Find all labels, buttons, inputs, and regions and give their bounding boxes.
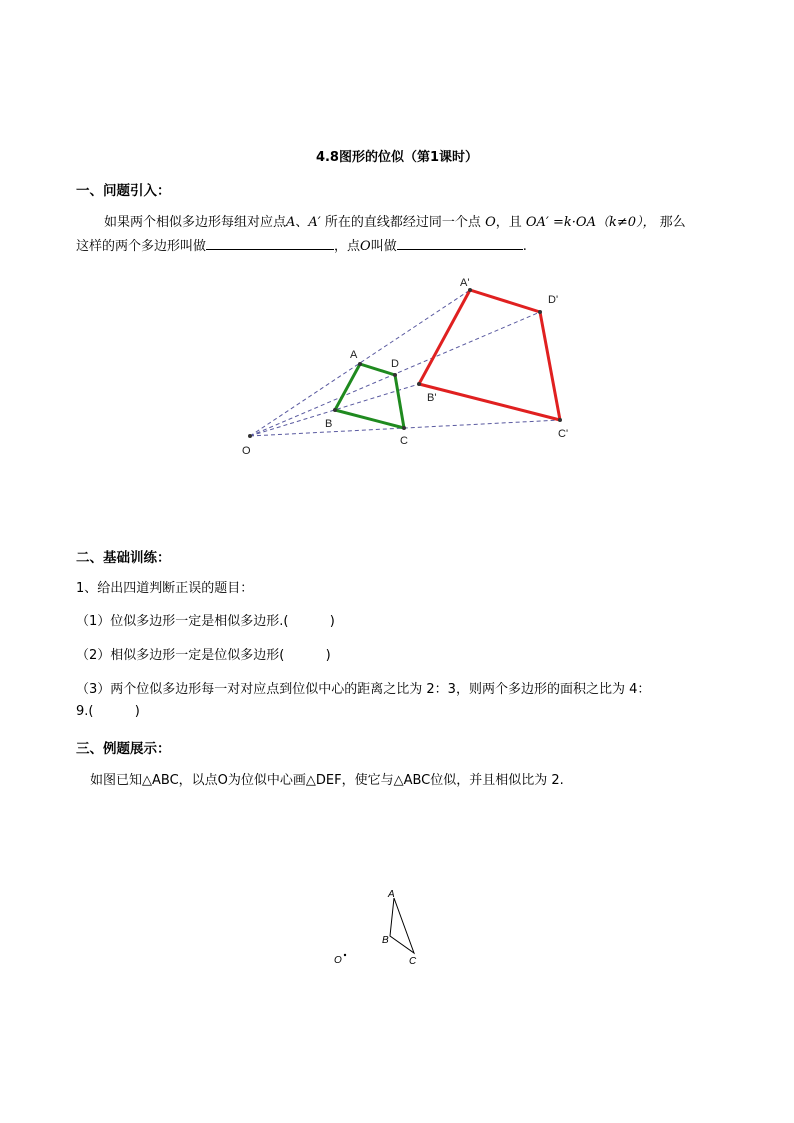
section3-heading: 三、例题展示： <box>76 741 171 757</box>
point-O: O <box>485 215 496 230</box>
tri-label-C: C <box>409 956 417 967</box>
triangle-ABC <box>390 898 414 953</box>
dot-C-prime <box>558 418 562 422</box>
dot-D <box>393 373 397 377</box>
para-text-c: ，且 <box>495 215 522 230</box>
para-text-b: 所在的直线都经过同一个点 <box>324 215 481 230</box>
para-sep: 、 <box>295 215 309 230</box>
vertex-dots <box>248 288 562 438</box>
dot-B <box>333 408 337 412</box>
question-3-line1: （3）两个位似多边形每一对对应点到位似中心的距离之比为 2：3，则两个多边形的面积之比为 4： <box>76 682 651 697</box>
label-A: A <box>350 349 358 361</box>
label-D: D <box>391 358 399 370</box>
question-1: （1）位似多边形一定是相似多边形.( ) <box>76 614 335 629</box>
tri-label-A: A <box>388 889 395 900</box>
label-C: C <box>400 435 408 447</box>
answer-blank-1[interactable] <box>206 235 334 250</box>
line2-text-b: ，点 <box>334 239 361 254</box>
line2-text-c: 叫做 <box>370 239 397 254</box>
label-D-prime: D' <box>548 294 559 306</box>
section2-heading: 二、基础训练： <box>76 550 171 566</box>
triangle-figure <box>320 880 430 970</box>
point-O-dot <box>344 954 346 956</box>
label-B: B <box>325 418 333 430</box>
section1-paragraph-line2 <box>76 235 527 258</box>
page-title: 4.8图形的位似（第1课时） <box>315 150 479 165</box>
question-2: （2）相似多边形一定是位似多边形( ) <box>76 648 331 663</box>
example-text: 如图已知△ABC，以点O为位似中心画△DEF，使它与△ABC位似，并且相似比为 2. <box>90 773 564 788</box>
dot-A <box>358 362 362 366</box>
section1-heading: 一、问题引入： <box>76 183 171 199</box>
label-C-prime: C' <box>558 428 569 440</box>
para-text-d: 那么 <box>659 215 686 230</box>
label-A-prime: A' <box>460 277 470 289</box>
point-A: A <box>286 215 296 230</box>
label-O: O <box>242 445 251 457</box>
projection-rays <box>250 290 560 436</box>
answer-blank-2[interactable] <box>397 235 523 250</box>
dot-D-prime <box>538 310 542 314</box>
section1-paragraph-line1 <box>104 212 686 234</box>
dot-C <box>402 426 406 430</box>
label-B-prime: B' <box>427 392 437 404</box>
line2-point-O: O <box>360 239 371 254</box>
line2-end: . <box>522 239 527 254</box>
section2-intro: 1、给出四道判断正误的题目： <box>76 581 254 596</box>
dot-O <box>248 434 252 438</box>
para-text-a: 如果两个相似多边形每组对应点 <box>104 215 287 230</box>
formula: OA′ =k·OA（k≠0）， <box>525 215 656 230</box>
dot-B-prime <box>417 382 421 386</box>
tri-label-B: B <box>382 935 389 946</box>
tri-label-O: O <box>334 955 342 966</box>
question-3-line2: 9.( ) <box>76 704 140 719</box>
homothety-figure <box>232 272 592 462</box>
point-A-prime: A′ <box>308 215 321 230</box>
line2-text-a: 这样的两个多边形叫做 <box>76 239 207 254</box>
